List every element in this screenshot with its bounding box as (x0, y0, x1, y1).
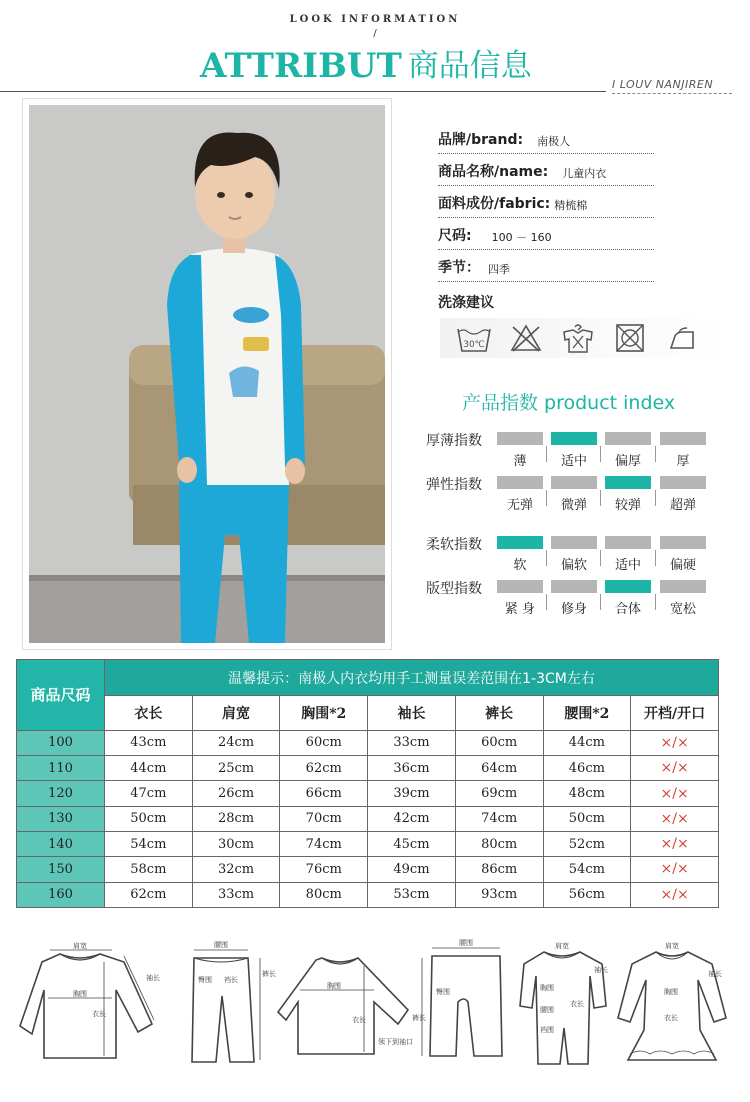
table-cell: ×/× (631, 781, 719, 806)
index-bar (660, 536, 706, 549)
table-row (17, 882, 719, 907)
label-chest: 胸围 (540, 984, 554, 992)
size-table-corner: 商品尺码 (17, 660, 105, 731)
index-option-label: 适中 (560, 454, 587, 469)
index-option-label: 薄 (513, 454, 527, 469)
table-cell: 70cm (280, 806, 368, 831)
label-hip: 臀围 (436, 988, 450, 996)
romper-diagram (514, 936, 610, 1072)
index-bar (605, 432, 651, 445)
table-cell: ×/× (631, 730, 719, 755)
measurement-diagrams (16, 936, 730, 1068)
label-waist: 腰围 (459, 939, 473, 947)
size-table-header: 肩宽 (192, 696, 280, 730)
table-cell: 28cm (192, 806, 280, 831)
label-sleeve: 袖长 (146, 974, 160, 982)
attribute-value: 精梳棉 (554, 199, 588, 212)
index-separator (600, 490, 601, 506)
table-cell: 50cm (543, 806, 631, 831)
index-bar (660, 580, 706, 593)
shirt-diagram (20, 936, 160, 1072)
attribute-value: 四季 (488, 263, 510, 276)
label-sleeve: 领下到袖口 (378, 1038, 413, 1046)
page-title-zh: 商品信息 (407, 48, 532, 84)
table-cell: 60cm (280, 730, 368, 755)
index-separator (600, 446, 601, 462)
label-sleeve: 袖长 (708, 970, 722, 978)
size-label: 110 (17, 756, 105, 781)
table-cell: 47cm (105, 781, 193, 806)
index-option-label: 修身 (560, 602, 587, 617)
label-hip: 臀围 (198, 976, 212, 984)
index-bar-selected (605, 580, 651, 593)
index-bar-selected (497, 536, 543, 549)
size-table-header: 开档/开口 (631, 696, 719, 730)
attribute-fabric (438, 192, 654, 218)
page-title (200, 44, 532, 86)
index-bar (551, 580, 597, 593)
index-bar (497, 476, 543, 489)
label-length: 衣长 (92, 1010, 106, 1018)
label-shoulder: 肩宽 (73, 942, 87, 950)
label-length: 裤长 (262, 970, 276, 978)
index-label: 厚薄指数 (426, 433, 482, 449)
index-option-label: 无弹 (506, 498, 533, 513)
label-length: 衣长 (664, 1014, 678, 1022)
table-row (17, 730, 719, 755)
table-cell: 36cm (368, 756, 456, 781)
index-bar (605, 536, 651, 549)
table-row (17, 832, 719, 857)
table-row (17, 756, 719, 781)
index-separator (546, 490, 547, 506)
table-cell: ×/× (631, 857, 719, 882)
label-waist: 腰围 (540, 1006, 554, 1014)
iron-icon (662, 320, 702, 356)
page-title-en: ATTRIBUT (200, 46, 402, 86)
index-bar (551, 536, 597, 549)
label-length: 衣长 (352, 1016, 366, 1024)
label-length: 裤长 (412, 1014, 426, 1022)
table-cell: 44cm (105, 756, 193, 781)
index-option-label: 偏软 (560, 558, 587, 573)
table-cell: 26cm (192, 781, 280, 806)
index-bar-selected (551, 432, 597, 445)
table-cell: 42cm (368, 806, 456, 831)
index-label: 弹性指数 (426, 477, 482, 493)
table-cell: 60cm (455, 730, 543, 755)
size-table-tip: 温馨提示：南极人内衣均用手工测量误差范围在1-3CM左右 (105, 660, 719, 696)
table-cell: 64cm (455, 756, 543, 781)
index-bar (660, 476, 706, 489)
size-label: 120 (17, 781, 105, 806)
index-option-label: 合体 (614, 602, 641, 617)
table-cell: 80cm (455, 832, 543, 857)
wash-icons-row (440, 318, 730, 358)
label-sleeve: 袖长 (594, 966, 608, 974)
index-separator (655, 594, 656, 610)
table-cell: 49cm (368, 857, 456, 882)
table-cell: 25cm (192, 756, 280, 781)
attribute-value: 南极人 (537, 135, 571, 148)
label-chest: 胸围 (73, 990, 87, 998)
table-cell: 43cm (105, 730, 193, 755)
index-separator (546, 550, 547, 566)
table-cell: 76cm (280, 857, 368, 882)
table-cell: 30cm (192, 832, 280, 857)
table-cell: ×/× (631, 756, 719, 781)
wash-30c-icon (454, 320, 494, 356)
attribute-key: 尺码: (438, 228, 472, 244)
table-cell: 48cm (543, 781, 631, 806)
product-index-title: 产品指数 product index (462, 392, 676, 414)
size-label: 160 (17, 882, 105, 907)
table-cell: 80cm (280, 882, 368, 907)
table-cell: 66cm (280, 781, 368, 806)
wash-advice-label: 洗涤建议 (438, 295, 494, 311)
index-option-label: 超弹 (669, 498, 696, 513)
attribute-value: 100 － 160 (491, 231, 552, 244)
label-shoulder: 肩宽 (665, 942, 679, 950)
child-model-illustration (29, 105, 385, 643)
wash-temp-label: 30℃ (463, 340, 485, 350)
attribute-season (438, 256, 654, 282)
attribute-key: 面料成份/fabric: (438, 196, 551, 212)
table-cell: 93cm (455, 882, 543, 907)
index-option-label: 软 (513, 558, 527, 573)
size-table (16, 659, 719, 908)
label-chest: 胸围 (327, 982, 341, 990)
table-cell: 44cm (543, 730, 631, 755)
table-cell: 52cm (543, 832, 631, 857)
index-separator (546, 446, 547, 462)
index-option-label: 适中 (614, 558, 641, 573)
index-option-label: 偏硬 (669, 558, 696, 573)
label-rise: 裆长 (224, 976, 238, 984)
index-option-label: 宽松 (669, 602, 696, 617)
table-cell: ×/× (631, 806, 719, 831)
size-label: 130 (17, 806, 105, 831)
index-separator (600, 594, 601, 610)
label-chest: 胸围 (664, 988, 678, 996)
table-cell: 24cm (192, 730, 280, 755)
table-cell: 56cm (543, 882, 631, 907)
index-separator (600, 550, 601, 566)
index-option-label: 厚 (676, 454, 690, 469)
header-divider (0, 91, 606, 92)
index-separator (655, 446, 656, 462)
attribute-key: 品牌/brand: (438, 132, 524, 148)
attribute-value: 儿童内衣 (562, 167, 607, 180)
index-option-label: 较弹 (614, 498, 641, 513)
table-cell: 86cm (455, 857, 543, 882)
size-label: 100 (17, 730, 105, 755)
table-cell: ×/× (631, 882, 719, 907)
no-tumble-dry-icon (610, 320, 650, 356)
table-cell: 58cm (105, 857, 193, 882)
size-table-header: 腰围*2 (543, 696, 631, 730)
attribute-key: 季节： (438, 260, 480, 276)
attribute-brand (438, 128, 654, 154)
size-label: 150 (17, 857, 105, 882)
table-cell: 54cm (105, 832, 193, 857)
table-row (17, 781, 719, 806)
index-bar (660, 432, 706, 445)
brand-tagline: I LOUV NANJIREN (612, 78, 714, 91)
attribute-name (438, 160, 654, 186)
index-bar-selected (605, 476, 651, 489)
no-bleach-icon (506, 320, 546, 356)
attribute-key: 商品名称/name: (438, 164, 549, 180)
label-crotch: 裆围 (540, 1026, 554, 1034)
index-label: 版型指数 (426, 581, 482, 597)
index-separator (655, 490, 656, 506)
table-cell: 32cm (192, 857, 280, 882)
index-option-label: 偏厚 (614, 454, 641, 469)
index-separator (546, 594, 547, 610)
size-table-header: 衣长 (105, 696, 193, 730)
index-bar (497, 432, 543, 445)
table-cell: 50cm (105, 806, 193, 831)
table-cell: 62cm (105, 882, 193, 907)
label-shoulder: 肩宽 (555, 942, 569, 950)
attribute-size (438, 224, 654, 250)
table-cell: 54cm (543, 857, 631, 882)
table-cell: 74cm (280, 832, 368, 857)
table-cell: 62cm (280, 756, 368, 781)
hang-dry-icon (558, 320, 598, 356)
size-label: 140 (17, 832, 105, 857)
raglan-diagram (278, 936, 418, 1072)
index-label: 柔软指数 (426, 537, 482, 553)
size-table-header: 袖长 (368, 696, 456, 730)
product-photo-frame (22, 98, 392, 650)
index-bar (497, 580, 543, 593)
brand-tagline-underline (612, 93, 732, 94)
table-cell: 45cm (368, 832, 456, 857)
index-bar (551, 476, 597, 489)
table-cell: 33cm (192, 882, 280, 907)
table-cell: 46cm (543, 756, 631, 781)
table-cell: 69cm (455, 781, 543, 806)
table-row (17, 857, 719, 882)
pants-diagram (178, 936, 276, 1072)
pants-wide-diagram (412, 936, 512, 1072)
size-table-header: 裤长 (455, 696, 543, 730)
product-photo (29, 105, 385, 643)
look-information-heading: LOOK INFORMATION (289, 14, 461, 25)
index-option-label: 紧 身 (504, 602, 536, 617)
index-option-label: 微弹 (560, 498, 587, 513)
table-cell: 39cm (368, 781, 456, 806)
heading-slash: / (373, 28, 377, 39)
table-row (17, 806, 719, 831)
table-cell: 74cm (455, 806, 543, 831)
table-cell: 33cm (368, 730, 456, 755)
label-length: 衣长 (570, 1000, 584, 1008)
size-table-header: 胸围*2 (280, 696, 368, 730)
dress-diagram (616, 936, 728, 1072)
label-waist: 腰围 (214, 941, 228, 949)
table-cell: 53cm (368, 882, 456, 907)
index-separator (655, 550, 656, 566)
table-cell: ×/× (631, 832, 719, 857)
